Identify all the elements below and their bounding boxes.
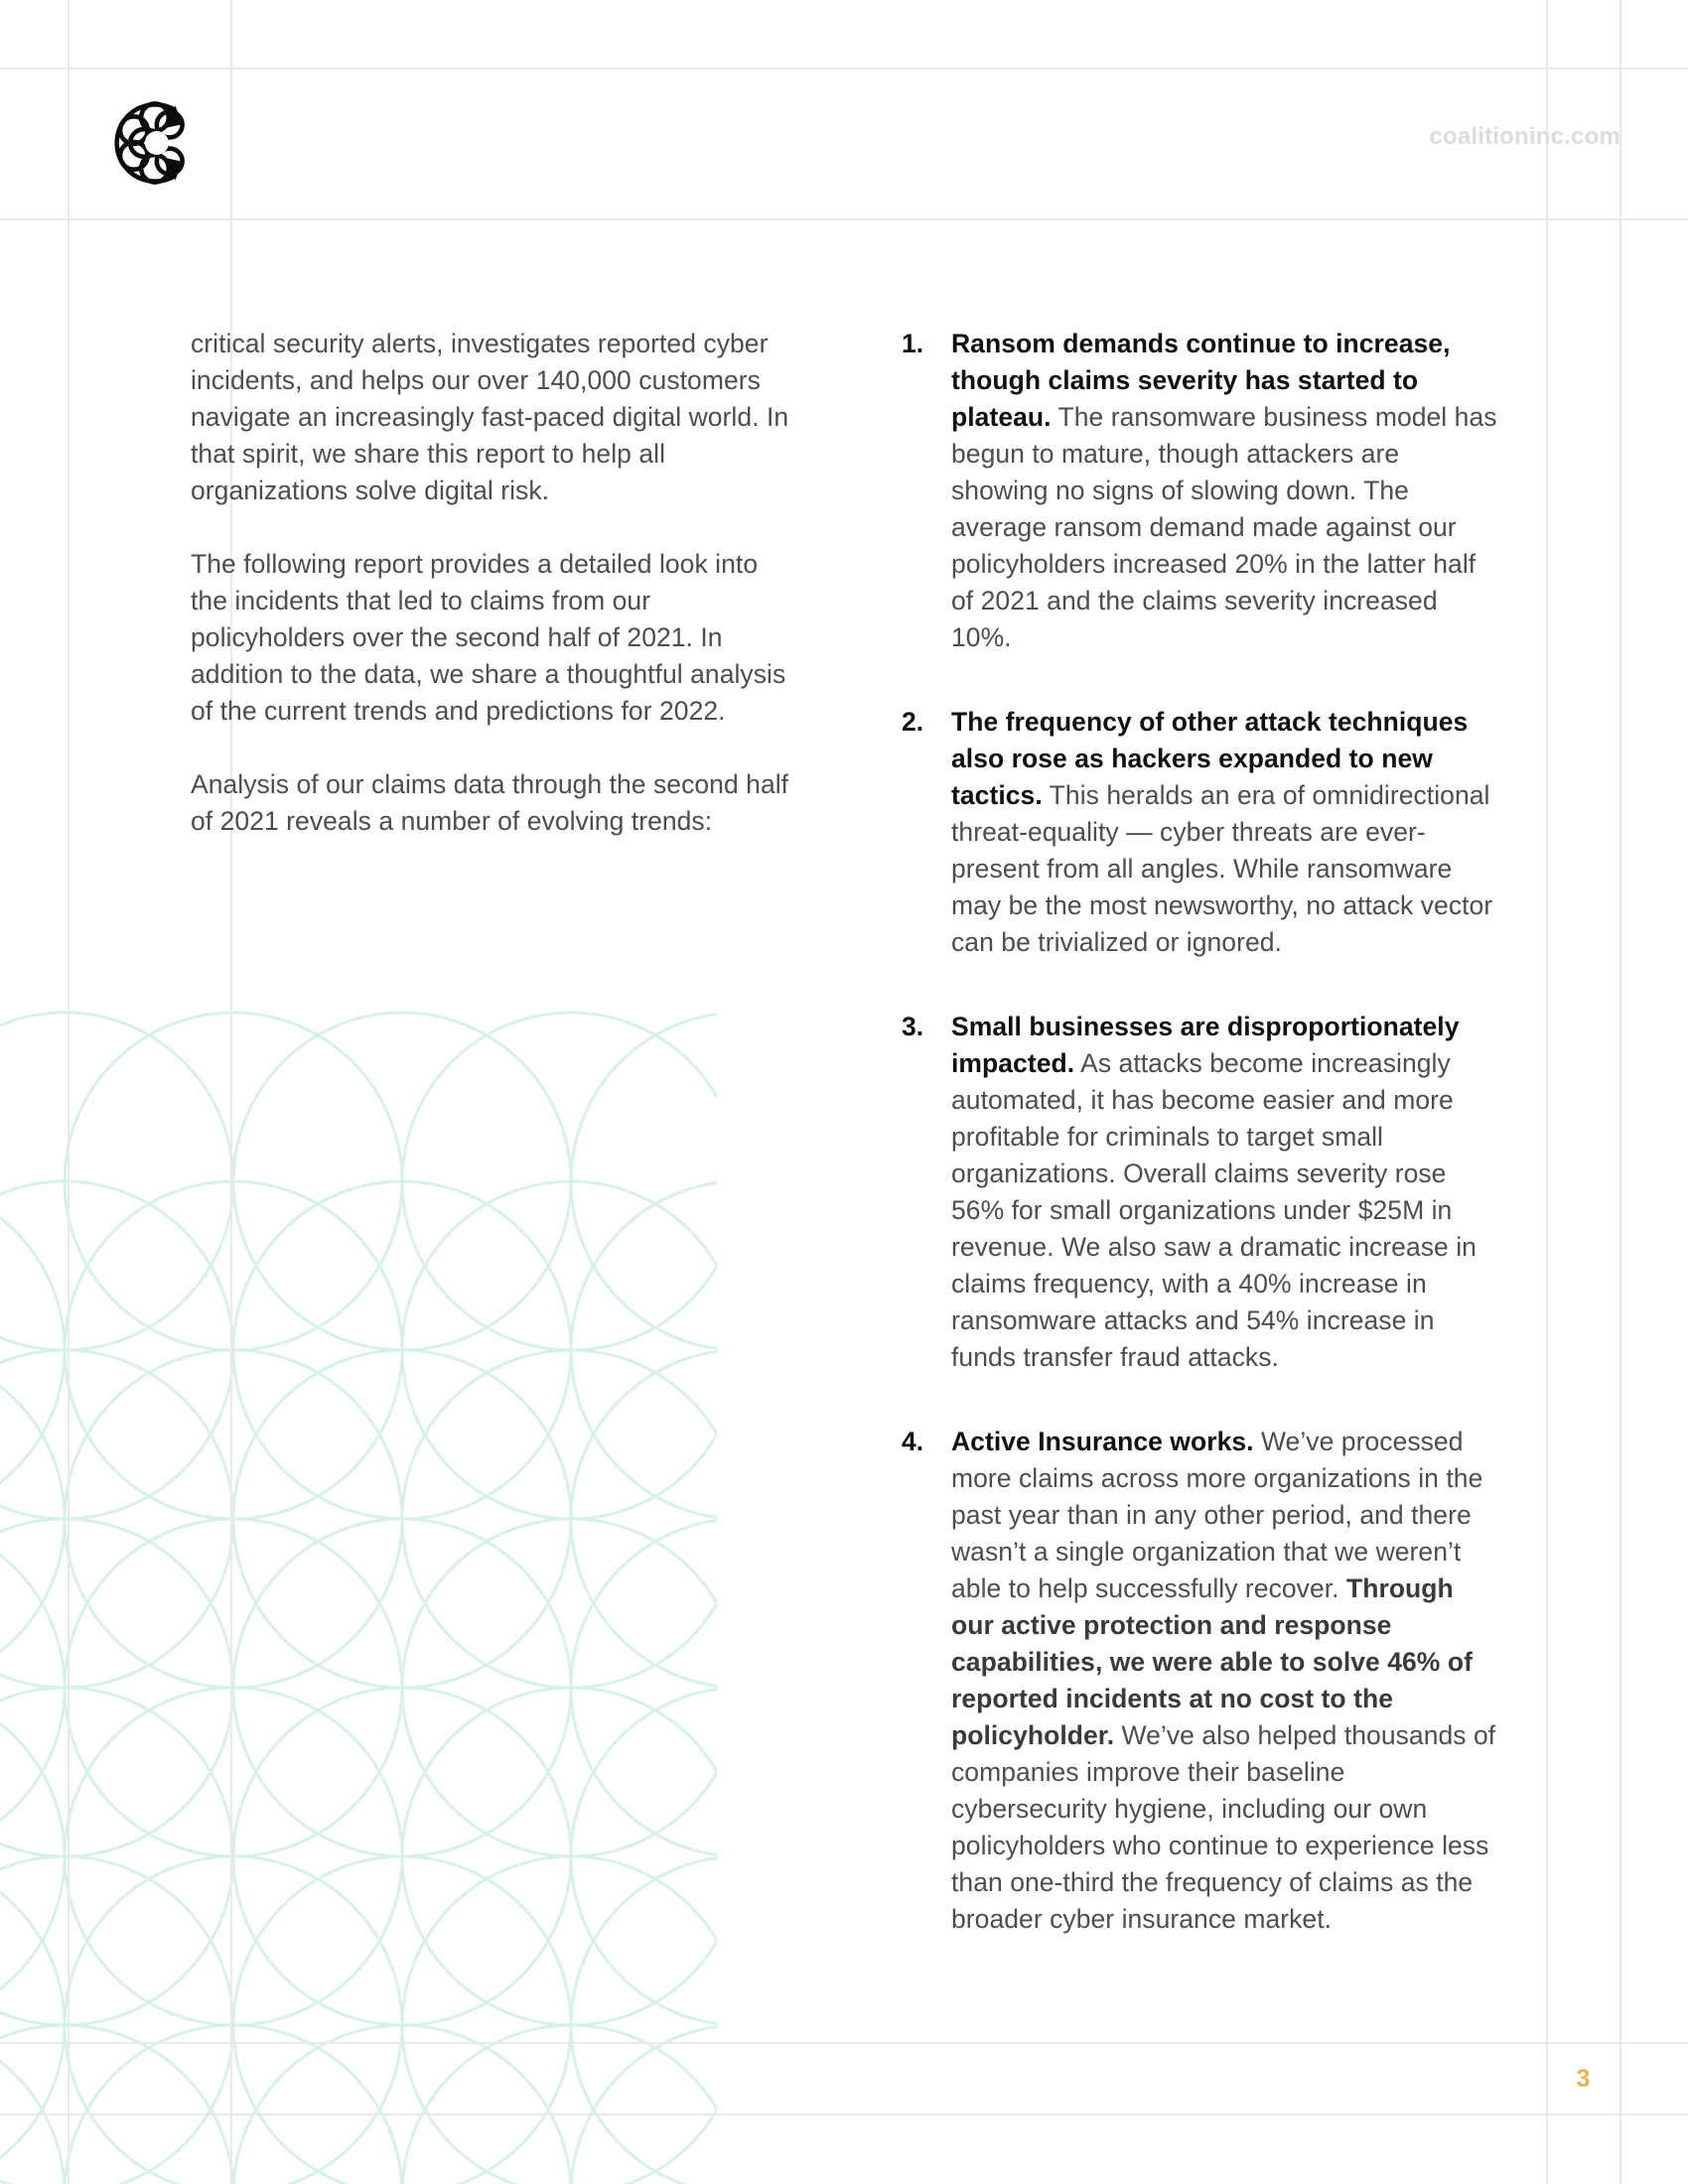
list-item-body: The ransomware business model has begun to mature, though attackers are showing no signs of slowing down. The average ransom demand made against our policyholders increased 20% in the latter half of 2021 and the claims severity increased 10%.: [951, 402, 1497, 652]
grid-line-horizontal-header: [0, 218, 1688, 220]
paragraph-report-overview: The following report provides a detailed look into the incidents that led to claims from our policyholders over the second half of 2021. In addition to the data, we share a thoughtful analysis of the current trends and predictions for 2022.: [191, 549, 786, 726]
list-item-number: 1.: [902, 329, 924, 358]
list-item-body: We’ve processed more claims across more organizations in the past year than in any other period, and there wasn’t a single organization that we weren’t able to help successfully recover.: [951, 1427, 1483, 1603]
list-item-body: As attacks become increasingly automated, it has become easier and more profitable for criminals to target small organizations. Overall claims severity rose 56% for small organizations under $25M in revenue. We also saw a dramatic increase in claims frequency, with a 40% increase in ransomware attacks and 54% increase in funds transfer fraud attacks.: [951, 1048, 1477, 1372]
grid-line-vertical-right-inner: [1546, 0, 1548, 2184]
grid-line-horizontal-top: [0, 68, 1688, 69]
grid-line-horizontal-bottom: [0, 2114, 1688, 2116]
list-item-number: 2.: [902, 707, 924, 737]
list-item: [902, 326, 1497, 656]
list-item: [902, 1009, 1497, 1376]
list-item-lead: Active Insurance works.: [951, 1427, 1254, 1456]
key-trends-list: [902, 326, 1497, 1938]
list-item-lead: Small businesses are disproportionately impacted.: [951, 1012, 1460, 1078]
list-item-lead: Ransom demands continue to increase, though claims severity has started to plateau.: [951, 329, 1451, 432]
paragraph-intro-continued: critical security alerts, investigates reported cyber incidents, and helps our over 140,000 customers navigate an increasingly fast-paced digital world. In that spirit, we share this report to help all organizations solve digital risk.: [191, 329, 789, 505]
list-item: [902, 1424, 1497, 1938]
list-item-number: 4.: [902, 1427, 924, 1456]
list-item: [902, 704, 1497, 961]
list-item-lead: The frequency of other attack techniques also rose as hackers expanded to new tactics.: [951, 707, 1469, 810]
list-item-body: This heralds an era of omnidirectional threat-equality — cyber threats are ever-present from all angles. While ransomware may be the most newsworthy, no attack vector can be trivialized or ignored.: [951, 780, 1493, 957]
grid-line-horizontal-footer-top: [0, 2042, 1688, 2044]
left-text-column: [191, 326, 791, 840]
list-item-body-after: We’ve also helped thousands of companies improve their baseline cybersecurity hygiene, including our own policyholders who continue to experience less than one-third the frequency of claims as the broader cyber insurance market.: [951, 1720, 1496, 1934]
page-number: 3: [1576, 2064, 1591, 2093]
grid-line-vertical-left-outer: [68, 0, 70, 2184]
right-text-column: [902, 326, 1497, 1938]
paragraph-trends-lead-in: Analysis of our claims data through the second half of 2021 reveals a number of evolving trends:: [191, 769, 789, 836]
list-item-emphasis: Through our active protection and response capabilities, we were able to solve 46% of reported incidents at no cost to the policyholder.: [951, 1573, 1473, 1750]
site-url[interactable]: coalitioninc.com: [1429, 123, 1620, 150]
grid-line-vertical-right-outer: [1619, 0, 1621, 2184]
list-item-number: 3.: [902, 1012, 924, 1041]
coalition-logo-icon: [109, 97, 201, 189]
decorative-circle-pattern: [0, 1003, 717, 2184]
